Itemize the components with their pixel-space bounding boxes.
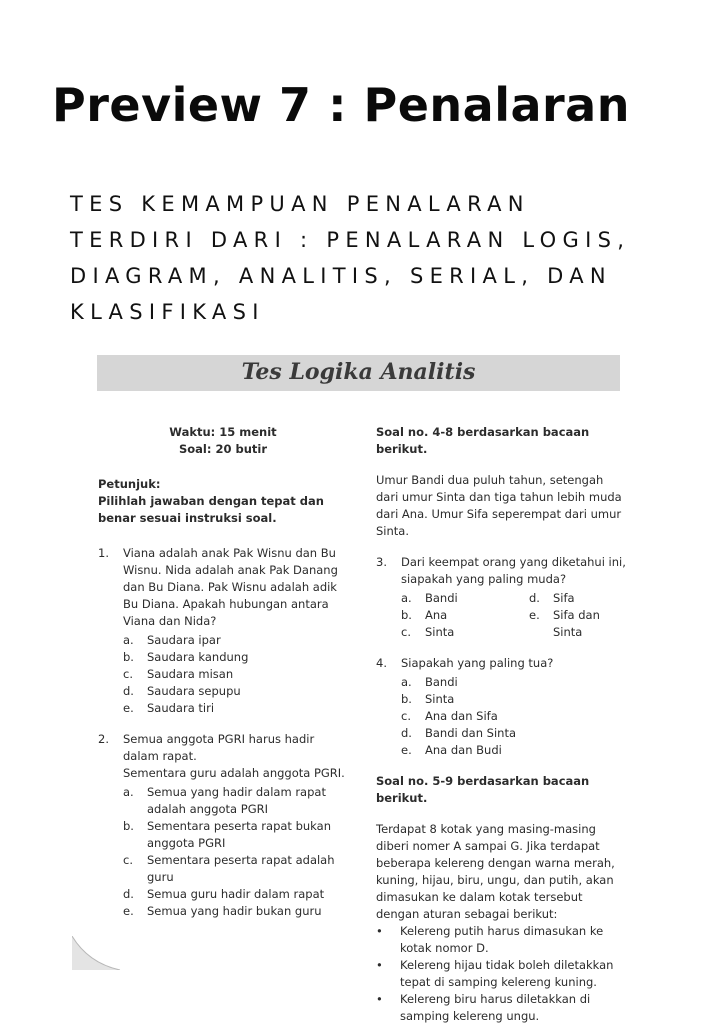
- rules-list: [376, 923, 626, 1025]
- option: c. Saudara misan: [123, 667, 234, 681]
- option-text: Sifa: [553, 591, 575, 605]
- option: b. Sinta: [401, 692, 455, 706]
- question-1: [98, 545, 348, 717]
- question-number: 1.: [98, 546, 109, 560]
- question-text: Dari keempat orang yang diketahui ini, siapakah yang paling muda?: [401, 555, 626, 586]
- option-letter: [529, 624, 553, 641]
- option: a. Saudara ipar: [123, 633, 221, 647]
- option-letter: b.: [401, 608, 412, 622]
- option-text: Ana: [425, 608, 448, 622]
- options-list: [401, 674, 626, 759]
- banner-title: Tes Logika Analitis: [241, 359, 476, 385]
- subtitle-line: DIAGRAM, ANALITIS, SERIAL, DAN: [70, 264, 612, 288]
- question-2: [98, 731, 348, 920]
- option: a. Semua yang hadir dalam rapat adalah anggota PGRI: [123, 785, 326, 816]
- option: d. Bandi dan Sinta: [401, 726, 517, 740]
- right-column: [376, 424, 626, 1025]
- question-number: 2.: [98, 732, 109, 746]
- question-4: [376, 655, 626, 759]
- rule-item: • Kelereng hijau tidak boleh diletakkan tepat di samping kelereng kuning.: [376, 958, 614, 989]
- passage-heading: Soal no. 5-9 berdasarkan bacaan berikut.: [376, 774, 590, 805]
- option-text: Sinta: [425, 625, 455, 639]
- option: c. Ana dan Sifa: [401, 709, 498, 723]
- option: c. Sementara peserta rapat adalah guru: [123, 853, 335, 884]
- question-text: Sementara guru adalah anggota PGRI.: [123, 766, 345, 780]
- option-letter: c.: [401, 625, 411, 639]
- option: b. Saudara kandung: [123, 650, 249, 664]
- question-text: Viana adalah anak Pak Wisnu dan Bu Wisnu. Nida adalah anak Pak Danang dan Bu Diana. Pak Wisnu adalah adik Bu Diana. Apakah hubungan antara Viana dan Nida?: [123, 546, 338, 628]
- option: b. Sementara peserta rapat bukan anggota PGRI: [123, 819, 331, 850]
- option: a. Bandi: [401, 675, 458, 689]
- option: e. Semua yang hadir bukan guru: [123, 904, 322, 918]
- option-text: Sinta: [553, 625, 583, 639]
- options-list: [123, 784, 348, 920]
- option: d. Semua guru hadir dalam rapat: [123, 887, 325, 901]
- option-text: Sifa dan: [553, 608, 600, 622]
- page-title: Preview 7 : Penalaran: [52, 78, 630, 132]
- option: e. Saudara tiri: [123, 701, 215, 715]
- option-letter: d.: [529, 591, 540, 605]
- section-banner: [97, 355, 620, 391]
- option-letter: e.: [529, 608, 540, 622]
- subtitle-line: TES KEMAMPUAN PENALARAN: [70, 192, 530, 216]
- question-3: [376, 554, 626, 641]
- left-column: [98, 424, 348, 920]
- instructions-text: Pilihlah jawaban dengan tepat dan benar sesuai instruksi soal.: [98, 494, 324, 525]
- question-text: Siapakah yang paling tua?: [401, 656, 554, 670]
- option: d. Saudara sepupu: [123, 684, 241, 698]
- subtitle-line: TERDIRI DARI : PENALARAN LOGIS,: [70, 228, 631, 252]
- rule-item: • Kelereng putih harus dimasukan ke kotak nomor D.: [376, 924, 604, 955]
- question-count: Soal: 20 butir: [178, 442, 268, 456]
- time-info: Waktu: 15 menit: [169, 425, 277, 439]
- question-text: Semua anggota PGRI harus hadir dalam rapat.: [123, 732, 315, 763]
- passage-heading: Soal no. 4-8 berdasarkan bacaan berikut.: [376, 425, 590, 456]
- instructions-label: Petunjuk:: [98, 477, 161, 491]
- option-text: Bandi: [425, 591, 458, 605]
- question-number: 3.: [376, 555, 387, 569]
- question-number: 4.: [376, 656, 387, 670]
- page-curl-icon: [72, 936, 122, 970]
- rule-item: • Kelereng biru harus diletakkan di samping kelereng ungu.: [376, 992, 591, 1023]
- options-list: [401, 590, 626, 641]
- subtitle-line: KLASIFIKASI: [70, 300, 265, 324]
- options-list: [123, 632, 348, 717]
- option-letter: a.: [401, 591, 412, 605]
- passage-text: Umur Bandi dua puluh tahun, setengah dari umur Sinta dan tiga tahun lebih muda dari Ana. Umur Sifa seperempat dari umur Sinta.: [376, 473, 622, 538]
- scanned-page: [72, 352, 644, 1023]
- subtitle: [70, 186, 710, 330]
- option: e. Ana dan Budi: [401, 743, 502, 757]
- passage-text: Terdapat 8 kotak yang masing-masing diberi nomer A sampai G. Jika terdapat beberapa kelereng dengan warna merah, kuning, hijau, biru, ungu, dan putih, akan dimasukan ke dalam kotak tersebut dengan aturan sebagai berikut:: [376, 822, 615, 921]
